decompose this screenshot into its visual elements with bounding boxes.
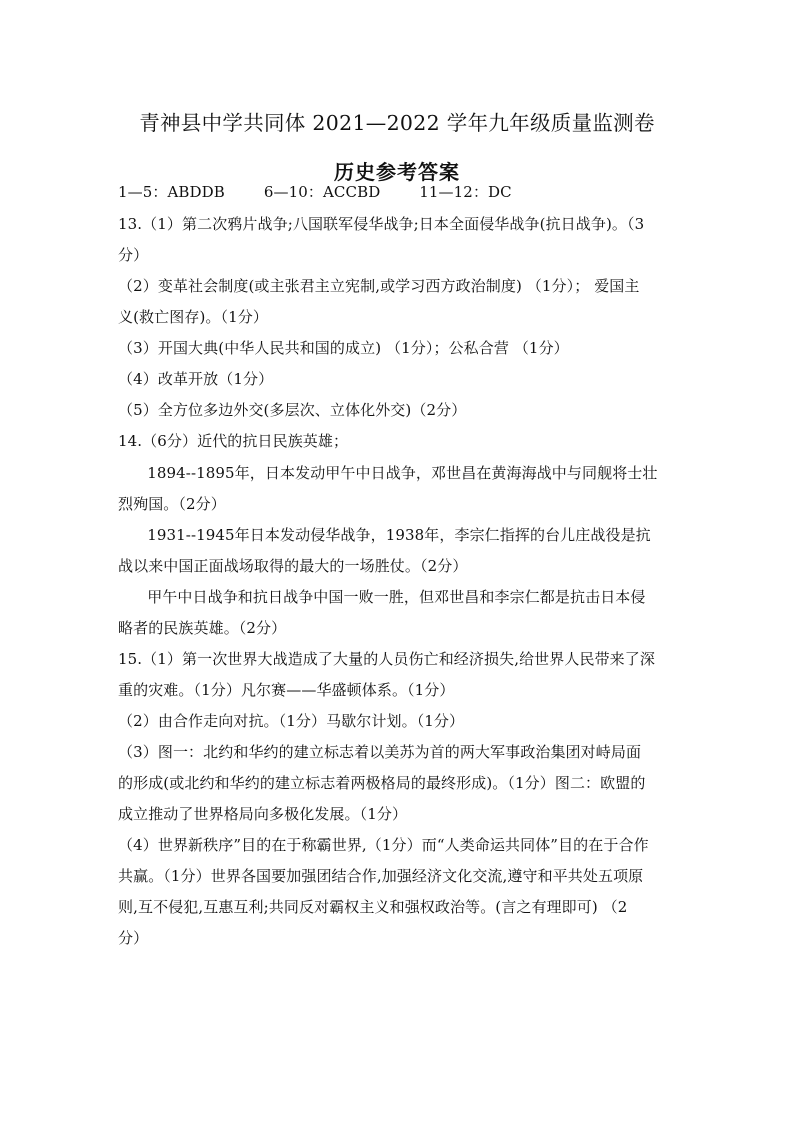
q15-part1: 15.（1）第一次世界大战造成了大量的人员伤亡和经济损失,给世界人民带来了深 [118,650,655,668]
answer-key-heading: 历史参考答案 [334,160,460,184]
q14-para2-cont: 战以来中国正面战场取得的最大的一场胜仗。（2分） [118,557,468,575]
q13-part4: （4）改革开放（1分） [118,370,274,388]
q14-para1-cont: 烈殉国。（2分） [118,495,226,513]
mc-answers: 1—5：ABDDB 6—10：ACCBD 11—12：DC [118,183,512,201]
q15-part4-cont3: 分） [118,929,149,947]
q14-para3-cont: 略者的民族英雄。（2分） [118,619,287,637]
q14-para2: 1931--1945年日本发动侵华战争，1938年，李宗仁指挥的台儿庄战役是抗 [118,526,651,544]
q13-part2-cont: 义(救亡图存)。（1分） [118,308,268,326]
q15-part3: （3）图一：北约和华约的建立标志着以美苏为首的两大军事政治集团对峙局面 [118,743,642,761]
q15-part4-cont2: 则,互不侵犯,互惠互利;共同反对霸权主义和强权政治等。(言之有理即可) （2 [118,898,628,916]
q13-part2: （2）变革社会制度(或主张君主立宪制,或学习西方政治制度) （1分）； 爱国主 [118,277,640,295]
q14-para3: 甲午中日战争和抗日战争中国一败一胜，但邓世昌和李宗仁都是抗击日本侵 [118,588,646,606]
q14-para1: 1894--1895年，日本发动甲午中日战争，邓世昌在黄海海战中与同舰将士壮 [118,464,658,482]
q15-part2: （2）由合作走向对抗。（1分）马歇尔计划。（1分） [118,712,465,730]
exam-title: 青神县中学共同体 2021—2022 学年九年级质量监测卷 [139,111,655,135]
q15-part4-cont: 共赢。（1分）世界各国要加强团结合作,加强经济文化交流,遵守和平共处五项原 [118,867,644,885]
q13-part5: （5）全方位多边外交(多层次、立体化外交)（2分） [118,401,467,419]
q13-part1: 13.（1）第二次鸦片战争;八国联军侵华战争;日本全面侵华战争(抗日战争)。（3 [118,215,645,233]
q15-part1-cont: 重的灾难。（1分）凡尔赛——华盛顿体系。（1分） [118,681,455,699]
q15-part3-cont2: 成立推动了世界格局向多极化发展。（1分） [118,805,408,823]
q15-part4: （4）世界新秩序”目的在于称霸世界,（1分）而“人类命运共同体”目的在于合作 [118,836,649,854]
q14-heading: 14.（6分）近代的抗日民族英雄； [118,432,349,450]
q13-part1-cont: 分） [118,246,149,264]
q15-part3-cont: 的形成(或北约和华约的建立标志着两极格局的最终形成)。（1分）图二：欧盟的 [118,774,646,792]
q13-part3: （3）开国大典(中华人民共和国的成立) （1分）；公私合营 （1分） [118,339,569,357]
